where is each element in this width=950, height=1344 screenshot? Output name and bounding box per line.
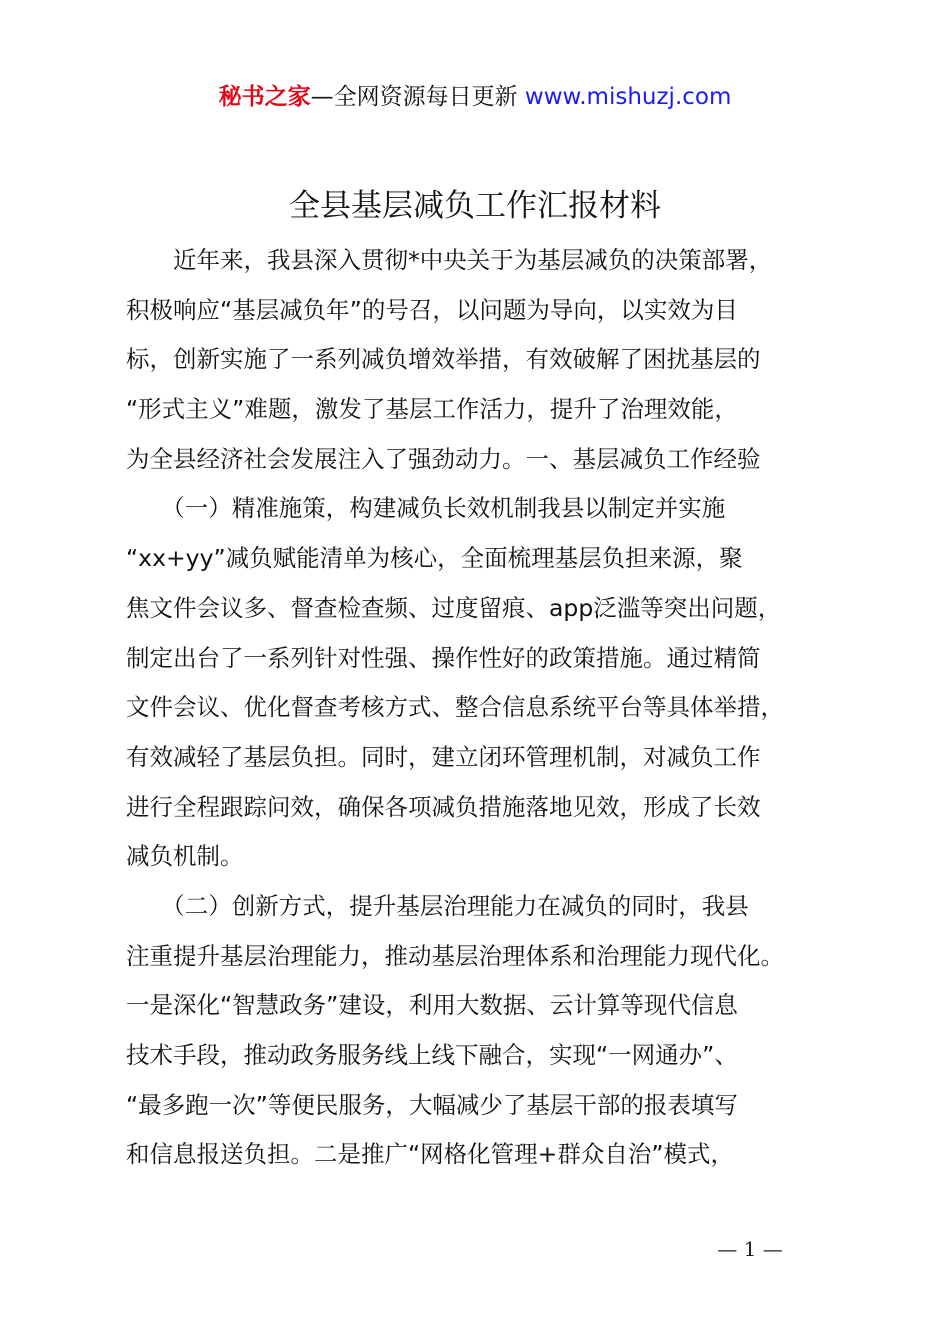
body-text-line: 标，创新实施了一系列减负增效举措，有效破解了困扰基层的 <box>126 345 761 374</box>
body-text-line: 为全县经济社会发展注入了强劲动力。一、基层减负工作经验 <box>126 444 761 473</box>
body-text-line: “形式主义”难题，激发了基层工作活力，提升了治理效能， <box>126 395 738 424</box>
body-text-line: 焦文件会议多、督查检查频、过度留痕、app泛滥等突出问题， <box>126 593 782 622</box>
website-url[interactable]: www.mishuzj.com <box>524 84 732 110</box>
body-text-line: 进行全程跟踪问效，确保各项减负措施落地见效，形成了长效 <box>126 792 761 821</box>
document-title: 全县基层减负工作汇报材料 <box>289 188 661 224</box>
document-body <box>126 236 866 1180</box>
body-text-line: 积极响应“基层减负年”的号召，以问题为导向，以实效为目 <box>126 295 738 324</box>
header-tagline: —全网资源每日更新 <box>310 84 525 110</box>
body-text-line: “最多跑一次”等便民服务，大幅减少了基层干部的报表填写 <box>126 1090 738 1119</box>
page-number: — 1 — <box>717 1237 783 1261</box>
body-text-line: （一）精准施策，构建减负长效机制我县以制定并实施 <box>126 494 726 523</box>
body-text-line: 文件会议、优化督查考核方式、整合信息系统平台等具体举措， <box>126 693 784 722</box>
body-text-line: 和信息报送负担。二是推广“网格化管理+群众自治”模式， <box>126 1140 735 1169</box>
body-text-line: 注重提升基层治理能力，推动基层治理体系和治理能力现代化。 <box>126 941 784 970</box>
body-text-line: 一是深化“智慧政务”建设，利用大数据、云计算等现代信息 <box>126 991 738 1020</box>
site-header <box>0 80 950 114</box>
body-text-line: 有效减轻了基层负担。同时，建立闭环管理机制，对减负工作 <box>126 742 761 771</box>
body-text-line: 减负机制。 <box>126 842 244 871</box>
body-text-line: 近年来，我县深入贯彻*中央关于为基层减负的决策部署， <box>126 246 773 274</box>
body-text-line: 技术手段，推动政务服务线上线下融合，实现“一网通办”、 <box>126 1041 738 1069</box>
body-text-line: “xx+yy”减负赋能清单为核心，全面梳理基层负担来源，聚 <box>126 544 743 573</box>
brand-name: 秘书之家 <box>218 84 311 110</box>
body-text-line: （二）创新方式，提升基层治理能力在减负的同时，我县 <box>126 891 749 920</box>
body-text-line: 制定出台了一系列针对性强、操作性好的政策措施。通过精简 <box>126 643 761 672</box>
